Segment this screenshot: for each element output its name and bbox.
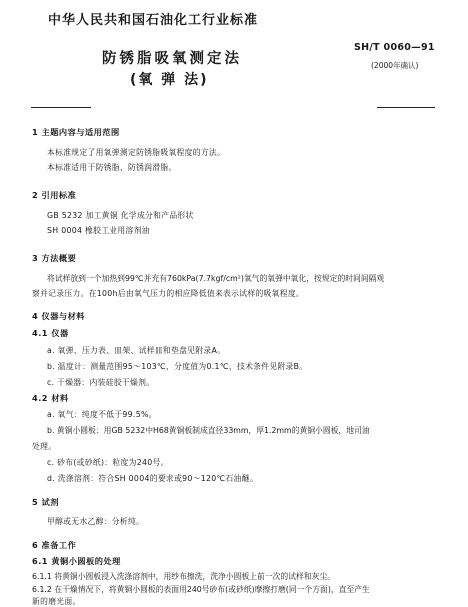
body-line: 将试样放到一个加热到99℃并充有760kPa(7.7kgf/cm²)氧气的氧弹中氧化，按规定的时间间隔观 [47,274,385,283]
body-line: 察并记录压力。在100h后由氧气压力的相应降低值来表示试样的吸氧程度。 [32,289,305,298]
list-item: c. 砂布(或砂纸)：粒度为240号。 [47,458,169,467]
subsection-heading: 4.1 仪器 [32,328,69,338]
list-item: b. 温度计：测量范围95～103℃，分度值为0.1℃，技术条件见附录B。 [47,362,308,371]
section-heading: 6 准备工作 [32,540,77,550]
subsection-heading: 6.1 黄铜小圆板的处理 [32,556,121,566]
list-item: b. 黄铜小圆板：用GB 5232中H68黄铜板制成直径33mm，厚1.2mm的黄铜小圆板，地司油 [47,426,370,435]
body-line: 甲醇或无水乙醇：分析纯。 [47,517,145,526]
header-rule-left [31,107,91,108]
list-item: 6.1.2 在干燥情况下，将黄铜小圆板的表面用240号砂布(或砂纸)摩擦打磨(同一个方面)，直至产生 [32,585,370,594]
header-rule-right [377,107,435,108]
reconfirm-note: (2000年确认) [371,61,419,70]
list-item: 新的磨光面。 [32,597,81,606]
list-item: 6.1.1 将黄铜小圆板浸入洗涤溶剂中，用纱布擦洗，洗净小圆板上前一次的试样和灰尘。 [32,572,336,581]
list-item: c. 干燥器：内装硅胶干燥剂。 [47,378,155,387]
section-heading: 2 引用标准 [32,190,77,200]
agency-header: 中华人民共和国石油化工行业标准 [48,13,259,28]
reference-line: SH 0004 橡胶工业用溶剂油 [47,226,150,235]
list-item: d. 洗涤溶剂：符合SH 0004的要求或90～120℃石油醚。 [47,474,258,483]
body-line: 本标准规定了用氧弹测定防锈脂吸氧程度的方法。 [47,148,226,157]
standard-title: 防锈脂吸氧测定法 [102,51,242,67]
standard-subtitle: (氧 弹 法) [130,72,209,88]
standard-number: SH/T 0060—91 [354,42,435,53]
list-item: 处理。 [32,442,57,451]
subsection-heading: 4.2 材料 [32,393,69,403]
reference-line: GB 5232 加工黄铜 化学成分和产品形状 [47,211,194,220]
section-heading: 4 仪器与材料 [32,311,85,321]
section-heading: 3 方法概要 [32,253,77,263]
section-heading: 5 试剂 [32,497,59,507]
list-item: a. 氧弹、压力表、皿架、试样皿和垫盘见附录A。 [47,346,226,355]
section-heading: 1 主题内容与适用范围 [32,127,120,137]
list-item: a. 氧气：纯度不低于99.5%。 [47,410,157,419]
body-line: 本标准适用于防锈脂、防锈润滑脂。 [47,163,177,172]
